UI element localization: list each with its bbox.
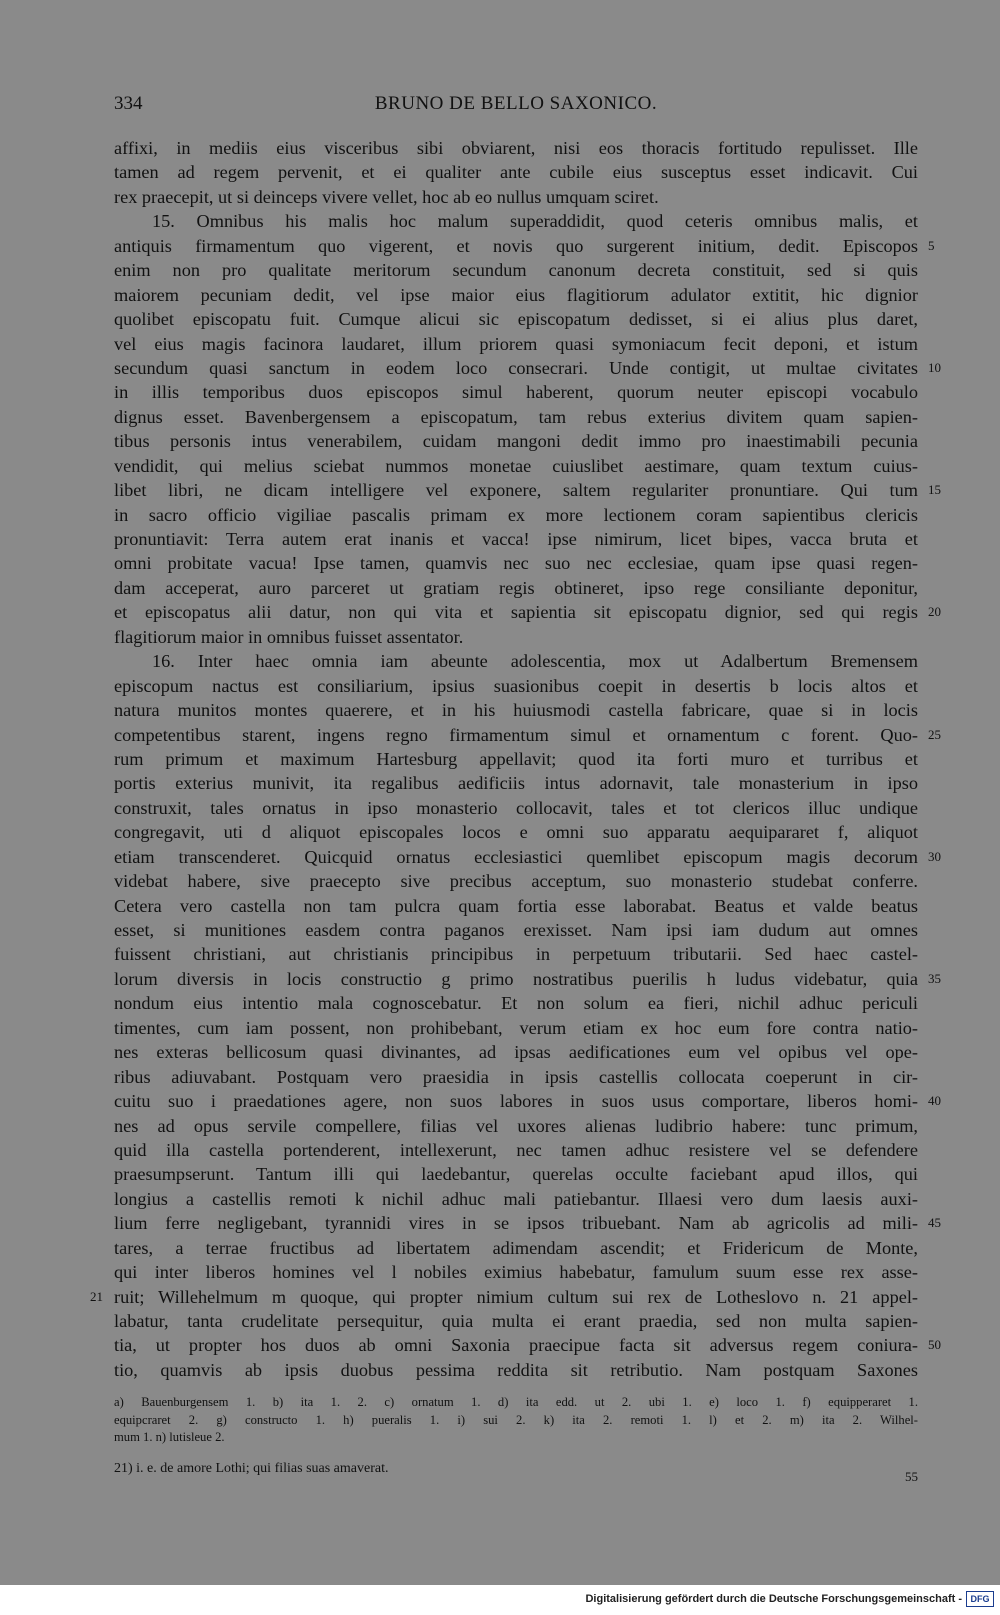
text-line bbox=[114, 894, 918, 918]
line-text: flagitiorum maior in omnibus fuisset assentator. bbox=[114, 626, 464, 647]
main-text bbox=[90, 136, 941, 1382]
line-text: maiorem pecuniam dedit, vel ipse maior eius flagitiorum adulator extitit, hic dignior bbox=[114, 284, 918, 305]
line-text: lium ferre negligebant, tyrannidi vires in se ipsos tribuebant. Nam ab agricolis ad mili- bbox=[114, 1213, 918, 1234]
text-line bbox=[114, 723, 941, 747]
text-line bbox=[114, 429, 918, 453]
line-text: quolibet episcopatu fuit. Cumque alicui sic episcopatum dedisset, si ei alius plus daret, bbox=[114, 309, 918, 330]
line-text: nes ad opus servile compellere, filias vel uxores alienas ludibrio habere: tunc primum, bbox=[114, 1115, 918, 1136]
text-line bbox=[114, 527, 918, 551]
text-line bbox=[114, 160, 918, 184]
line-number: 35 bbox=[928, 970, 941, 986]
line-number: 10 bbox=[928, 359, 941, 375]
line-text: tia, ut propter hos duos ab omni Saxonia praecipue facta sit adversus regem coniura- bbox=[114, 1335, 918, 1356]
line-text: cuitu suo i praedationes agere, non suos labores in suos usus comportare, liberos homi- bbox=[114, 1091, 918, 1112]
signature-mark: 55 bbox=[905, 1469, 918, 1484]
text-line bbox=[90, 1285, 918, 1309]
line-number: 30 bbox=[928, 848, 941, 864]
line-text: qui inter liberos homines vel l nobiles eximius habebatur, famulum suum esse rex asse- bbox=[114, 1262, 918, 1283]
text-line bbox=[114, 918, 918, 942]
text-line bbox=[114, 234, 935, 258]
text-line bbox=[114, 1187, 918, 1211]
line-text: videbat habere, sive praecepto sive precibus acceptum, suo monasterio studebat conferre. bbox=[114, 871, 918, 892]
text-line bbox=[114, 332, 918, 356]
line-text: vendidit, qui melius sciebat nummos monetae cuiuslibet aestimare, quam textum cuius- bbox=[114, 455, 918, 476]
text-line bbox=[114, 649, 918, 673]
line-text: labatur, tanta crudelitate persequitur, quia multa ei erant praedia, sed non multa sapien- bbox=[114, 1311, 918, 1331]
dfg-logo: DFG bbox=[966, 1591, 994, 1607]
line-text: episcopum nactus est consiliarium, ipsius suasionibus coepit in desertis b locis altos et bbox=[114, 675, 918, 696]
text-line bbox=[114, 1089, 941, 1113]
line-number: 5 bbox=[928, 237, 935, 253]
line-text: antiquis firmamentum quo vigerent, et novis quo surgerent initium, dedit. Episcopos bbox=[114, 235, 918, 256]
text-line bbox=[114, 1333, 941, 1357]
text-line bbox=[114, 869, 918, 893]
line-text: tares, a terrae fructibus ad libertatem adimendam ascendit; et Fridericum de Monte, bbox=[114, 1237, 918, 1258]
line-text: omni probitate vacua! Ipse tamen, quamvis nec suo nec ecclesiae, quam ipse quasi regen- bbox=[114, 553, 918, 574]
text-line bbox=[114, 967, 941, 991]
line-text: tamen ad regem pervenit, et ei qualiter ante cubile eius susceptus esset indicavit. Cui bbox=[114, 162, 918, 183]
line-text: tio, quamvis ab ipsis duobus pessima reddita sit retributio. Nam postquam Saxones bbox=[114, 1359, 918, 1380]
text-line bbox=[114, 478, 941, 502]
line-text: rex praecepit, ut si deinceps vivere vellet, hoc ab eo nullus umquam sciret. bbox=[114, 186, 659, 207]
footnote-line: equipcraret 2. g) constructo 1. h) pueralis 1. i) sui 2. k) ita 2. remoti 1. l) et 2. m) ita 2. Wilhel- bbox=[114, 1412, 918, 1427]
line-text: in illis temporibus duos episcopos simul haberent, quorum neuter episcopi vocabulo bbox=[114, 382, 918, 403]
text-line bbox=[114, 136, 918, 160]
text-line bbox=[114, 1138, 918, 1162]
line-text: natura munitos montes quaerere, et in his huiusmodi castella fabricare, quae si in locis bbox=[114, 700, 918, 721]
line-text: dam acceperat, auro parceret ut gratiam regis obtineret, ipso rege consiliante deponitur, bbox=[114, 577, 918, 598]
line-text: portis exterius munivit, ita regalibus aedificiis intus adornavit, tale monasterium in ipso bbox=[114, 773, 918, 794]
line-text: competentibus starent, ingens regno firmamentum simul et ornamentum c forent. Quo- bbox=[114, 724, 918, 745]
line-number: 40 bbox=[928, 1093, 941, 1109]
line-number: 25 bbox=[928, 726, 941, 742]
footnote-line: mum 1. n) lutisleue 2. bbox=[114, 1430, 225, 1444]
text-line bbox=[114, 1162, 918, 1186]
line-text: congregavit, uti d aliquot episcopales locos e omni suo apparatu aequipararet f, aliquot bbox=[114, 822, 918, 843]
line-text: nes exteras bellicosum quasi divinantes, ad ipsas aedificationes eum vel opibus vel ope- bbox=[114, 1042, 918, 1063]
text-line bbox=[114, 1040, 918, 1064]
text-line bbox=[114, 356, 941, 380]
text-line bbox=[114, 454, 918, 478]
line-number: 50 bbox=[928, 1337, 941, 1353]
page-header bbox=[114, 93, 918, 123]
line-text: libet libri, ne dicam intelligere vel exponere, saltem regulariter pronuntiare. Qui tum bbox=[114, 480, 918, 501]
critical-apparatus bbox=[114, 1394, 918, 1447]
text-line bbox=[114, 747, 918, 771]
line-text: quid illa castella portenderent, intellexerunt, nec tamen adhuc resistere vel se defendere bbox=[114, 1139, 918, 1160]
text-line bbox=[114, 991, 918, 1015]
line-text: lorum diversis in locis constructio g primo nostratibus puerilis h ludus videbatur, quia bbox=[114, 968, 918, 989]
text-line bbox=[114, 698, 918, 722]
line-text: fuissent christiani, aut christianis principibus in perpetuum tributarii. Sed haec castel- bbox=[114, 944, 918, 965]
text-line bbox=[114, 1211, 941, 1235]
text-line bbox=[114, 258, 918, 282]
line-number: 20 bbox=[928, 604, 941, 620]
line-text: 15. Omnibus his malis hoc malum superaddidit, quod ceteris omnibus malis, et bbox=[152, 211, 918, 232]
text-line bbox=[114, 405, 918, 429]
text-line bbox=[114, 600, 941, 624]
line-text: rum primum et maximum Hartesburg appellavit; quod ita forti muro et turribus et bbox=[114, 748, 918, 769]
text-line bbox=[114, 942, 918, 966]
line-text: ruit; Willehelmum m quoque, qui propter nimium cultum sui rex de Lotheslovo n. 21 appel- bbox=[114, 1286, 918, 1307]
text-line bbox=[114, 845, 941, 869]
footer-bar bbox=[0, 1585, 1000, 1615]
margin-note-ref: 21 bbox=[90, 1288, 103, 1304]
text-line bbox=[114, 503, 918, 527]
line-text: pronuntiavit: Terra autem erat inanis et vacca! ipse nimirum, licet bipes, vacca bruta et bbox=[114, 529, 918, 549]
running-title: BRUNO DE BELLO SAXONICO. bbox=[374, 93, 658, 114]
text-line bbox=[114, 283, 918, 307]
text-line bbox=[114, 1236, 918, 1260]
line-text: Cetera vero castella non tam pulcra quam fortia esse laborabat. Beatus et valde beatus bbox=[114, 895, 918, 916]
footnote-line: a) Bauenburgensem 1. b) ita 1. 2. c) ornatum 1. d) ita edd. ut 2. ubi 1. e) loco 1. f) equipperaret 1. bbox=[114, 1395, 918, 1409]
text-line bbox=[114, 1358, 918, 1382]
page-number: 334 bbox=[114, 93, 143, 114]
text-line bbox=[114, 380, 918, 404]
text-line bbox=[114, 185, 918, 209]
line-text: 16. Inter haec omnia iam abeunte adolescentia, mox ut Adalbertum Bremensem bbox=[152, 651, 918, 672]
line-text: ribus adiuvabant. Postquam vero praesidia in ipsis castellis collocata coeperunt in cir- bbox=[114, 1066, 918, 1087]
line-number: 45 bbox=[928, 1215, 941, 1231]
text-line bbox=[114, 1114, 918, 1138]
line-text: tibus personis intus venerabilem, cuidam mangoni dedit immo pro inaestimabili pecunia bbox=[114, 431, 918, 452]
text-line bbox=[114, 551, 918, 575]
text-line bbox=[114, 209, 918, 233]
line-text: in sacro officio vigiliae pascalis primam ex more lectionem coram sapientibus clericis bbox=[114, 504, 918, 525]
line-text: nondum eius intentio mala cognoscebatur. Et non solum ea fieri, nichil adhuc periculi bbox=[114, 993, 918, 1014]
text-line bbox=[114, 674, 918, 698]
text-line bbox=[114, 771, 918, 795]
line-number: 15 bbox=[928, 482, 941, 498]
line-text: longius a castellis remoti k nichil adhuc mali patiebantur. Illaesi vero dum laesis auxi- bbox=[114, 1188, 918, 1209]
line-text: dignus esset. Bavenbergensem a episcopatum, tam rebus exterius divitem quam sapien- bbox=[114, 406, 918, 427]
text-line bbox=[114, 307, 918, 331]
text-line bbox=[114, 625, 918, 649]
line-text: esset, si munitiones easdem contra paganos erexisset. Nam ipsi iam dudum aut omnes bbox=[114, 920, 918, 940]
line-text: construxit, tales ornatus in ipso monasterio collocavit, tales et tot clericos illuc undique bbox=[114, 797, 918, 818]
line-text: enim non pro qualitate meritorum secundum canonum decreta constituit, sed si quis bbox=[114, 260, 918, 281]
text-line bbox=[114, 1016, 918, 1040]
commentary-note: 21) i. e. de amore Lothi; qui filias suas amaverat. bbox=[114, 1461, 389, 1476]
line-text: et episcopatus alii datur, non qui vita et sapientia sit episcopatu dignior, sed qui regis bbox=[114, 602, 918, 623]
text-line bbox=[114, 820, 918, 844]
line-text: vel eius magis facinora laudaret, illum priorem quasi symoniacum fecit deponi, et istum bbox=[114, 333, 918, 354]
text-line bbox=[114, 796, 918, 820]
text-line bbox=[114, 1260, 918, 1284]
text-line bbox=[114, 1309, 918, 1333]
digitization-credit: Digitalisierung gefördert durch die Deutsche Forschungsgemeinschaft - bbox=[585, 1593, 962, 1605]
line-text: etiam transcenderet. Quicquid ornatus ecclesiastici quemlibet episcopum magis decorum bbox=[114, 846, 918, 867]
line-text: praesumpserunt. Tantum illi qui laedebantur, querelas occulte faciebant apud illos, qui bbox=[114, 1164, 918, 1185]
line-text: affixi, in mediis eius visceribus sibi obviarent, nisi eos thoracis fortitudo repulisset. Ille bbox=[114, 138, 918, 158]
text-line bbox=[114, 1065, 918, 1089]
line-text: secundum quasi sanctum in eodem loco consecrari. Unde contigit, ut multae civitates bbox=[114, 357, 918, 378]
text-line bbox=[114, 576, 918, 600]
line-text: timentes, cum iam possent, non prohibebant, verum etiam ex hoc eum fore contra natio- bbox=[114, 1017, 918, 1038]
